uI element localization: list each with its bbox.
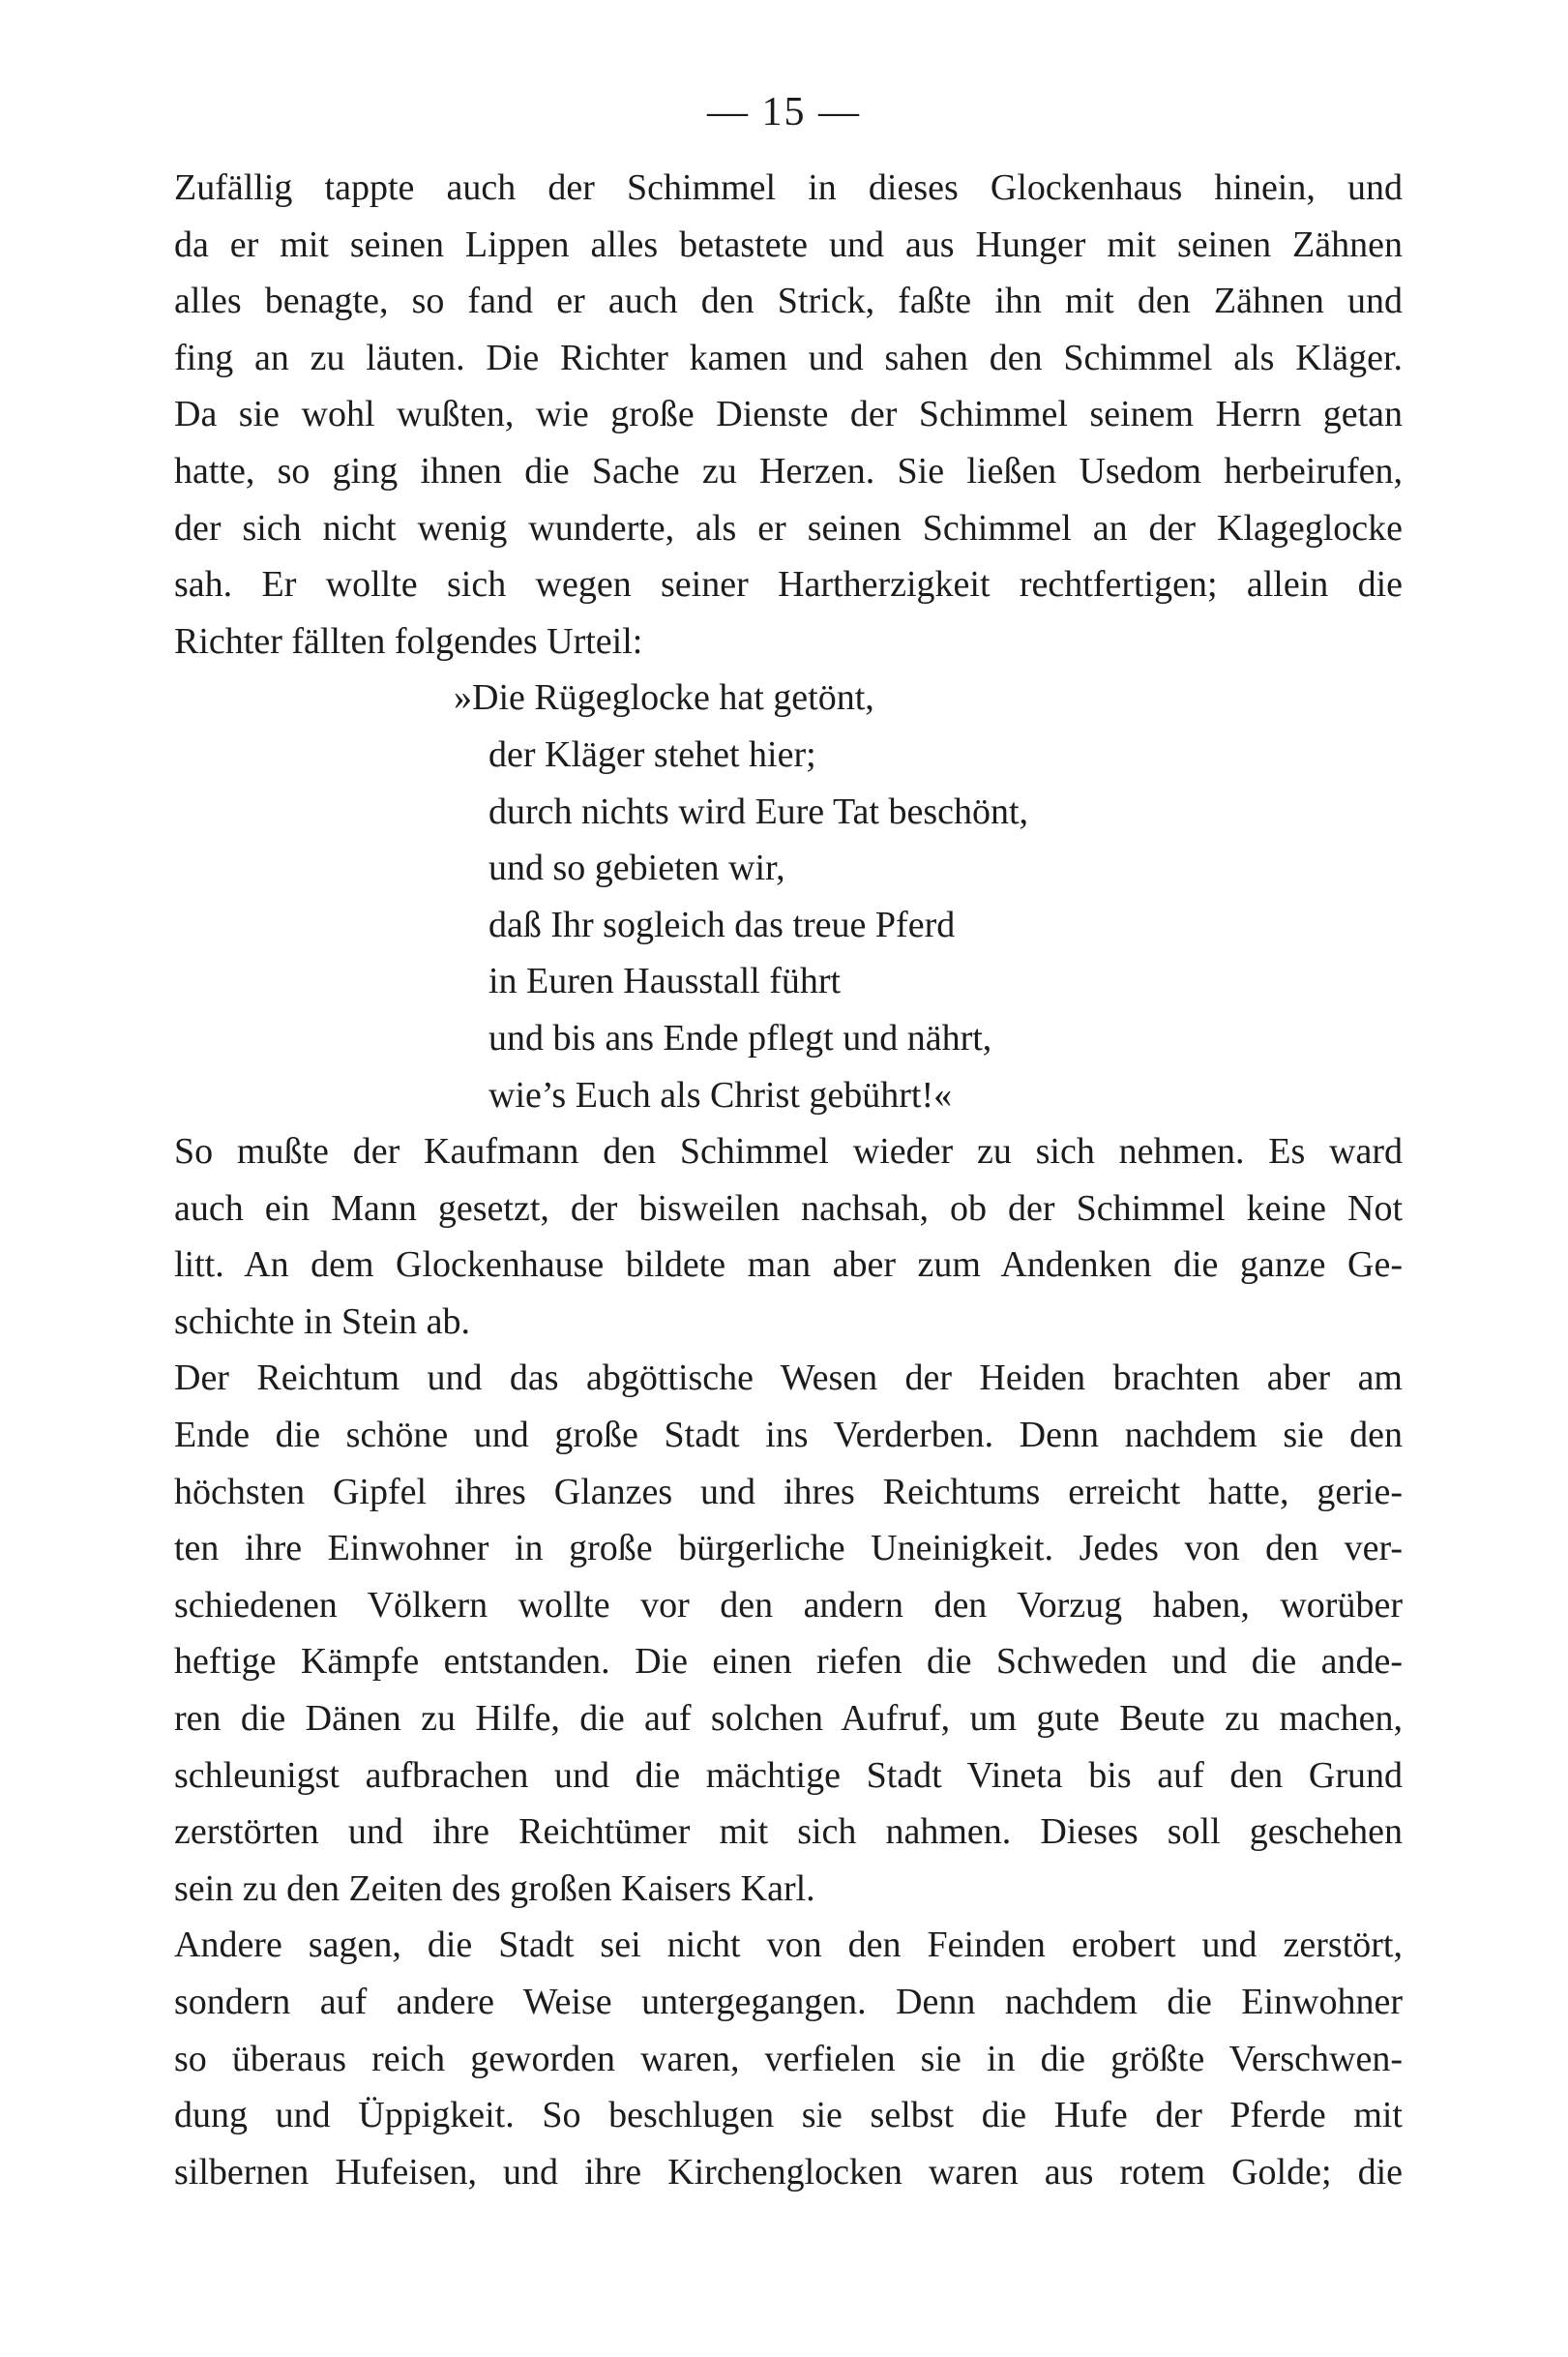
text-line: Da sie wohl wußten, wie große Dienste der Schimmel seinem Herrn getan xyxy=(174,394,1403,435)
text-line: der sich nicht wenig wunderte, als er seinen Schimmel an der Klageglocke xyxy=(174,507,1403,549)
verse-line: in Euren Hausstall führt xyxy=(488,961,842,1002)
text-line: hatte, so ging ihnen die Sache zu Herzen. Sie ließen Usedom herbeirufen, xyxy=(174,450,1403,492)
text-line: fing an zu läuten. Die Richter kamen und sahen den Schimmel als Kläger. xyxy=(174,337,1403,378)
verse-line: der Kläger stehet hier; xyxy=(488,733,816,775)
page-number: — 15 — xyxy=(707,90,861,134)
text-line: schleunigst aufbrachen und die mächtige Stadt Vineta bis auf den Grund xyxy=(174,1754,1403,1796)
verse-line: und so gebieten wir, xyxy=(488,848,785,889)
text-line: dung und Üppigkeit. So beschlugen sie selbst die Hufe der Pferde mit xyxy=(174,2095,1403,2136)
text-line: ten ihre Einwohner in große bürgerliche Uneinigkeit. Jedes von den ver- xyxy=(174,1528,1403,1569)
text-line: so überaus reich geworden waren, verfielen sie in die größte Verschwen- xyxy=(174,2038,1403,2079)
verse-line: durch nichts wird Eure Tat beschönt, xyxy=(488,791,1029,832)
text-line: Ende die schöne und große Stadt ins Verderben. Denn nachdem sie den xyxy=(174,1415,1403,1456)
text-line: schiedenen Völkern wollte vor den andern den Vorzug haben, worüber xyxy=(174,1584,1403,1626)
text-line: zerstörten und ihre Reichtümer mit sich nahmen. Dieses soll geschehen xyxy=(174,1811,1403,1853)
text-line: silbernen Hufeisen, und ihre Kirchenglocken waren aus rotem Golde; die xyxy=(174,2151,1403,2193)
text-line: So mußte der Kaufmann den Schimmel wieder zu sich nehmen. Es ward xyxy=(174,1131,1403,1173)
text-line: Andere sagen, die Stadt sei nicht von den Feinden erobert und zerstört, xyxy=(174,1924,1403,1966)
text-line: litt. An dem Glockenhause bildete man aber zum Andenken die ganze Ge- xyxy=(174,1244,1403,1286)
text-line: heftige Kämpfe entstanden. Die einen riefen die Schweden und die ande- xyxy=(174,1641,1403,1683)
text-line: Zufällig tappte auch der Schimmel in dieses Glockenhaus hinein, und xyxy=(174,167,1403,208)
verse-line: und bis ans Ende pflegt und nährt, xyxy=(488,1017,992,1059)
verse-line: »Die Rügeglocke hat getönt, xyxy=(454,677,874,719)
text-line: sah. Er wollte sich wegen seiner Hartherzigkeit rechtfertigen; allein die xyxy=(174,564,1403,606)
text-line: auch ein Mann gesetzt, der bisweilen nachsah, ob der Schimmel keine Not xyxy=(174,1187,1403,1229)
body-text xyxy=(174,160,1403,2200)
text-line: schichte in Stein ab. xyxy=(174,1300,471,1342)
text-line: da er mit seinen Lippen alles betastete und aus Hunger mit seinen Zähnen xyxy=(174,224,1403,265)
text-line: Richter fällten folgendes Urteil: xyxy=(174,620,643,662)
verse-line: wie’s Euch als Christ gebührt!« xyxy=(488,1074,953,1116)
text-line: sondern auf andere Weise untergegangen. Denn nachdem die Einwohner xyxy=(174,1982,1403,2022)
text-line: Der Reichtum und das abgöttische Wesen der Heiden brachten aber am xyxy=(174,1358,1403,1399)
verse-line: daß Ihr sogleich das treue Pferd xyxy=(488,904,956,945)
text-line: ren die Dänen zu Hilfe, die auf solchen Aufruf, um gute Beute zu machen, xyxy=(174,1698,1403,1740)
text-line: höchsten Gipfel ihres Glanzes und ihres Reichtums erreicht hatte, gerie- xyxy=(174,1471,1403,1512)
text-line: alles benagte, so fand er auch den Strick, faßte ihn mit den Zähnen und xyxy=(174,281,1403,322)
text-line: sein zu den Zeiten des großen Kaisers Karl. xyxy=(174,1867,815,1909)
